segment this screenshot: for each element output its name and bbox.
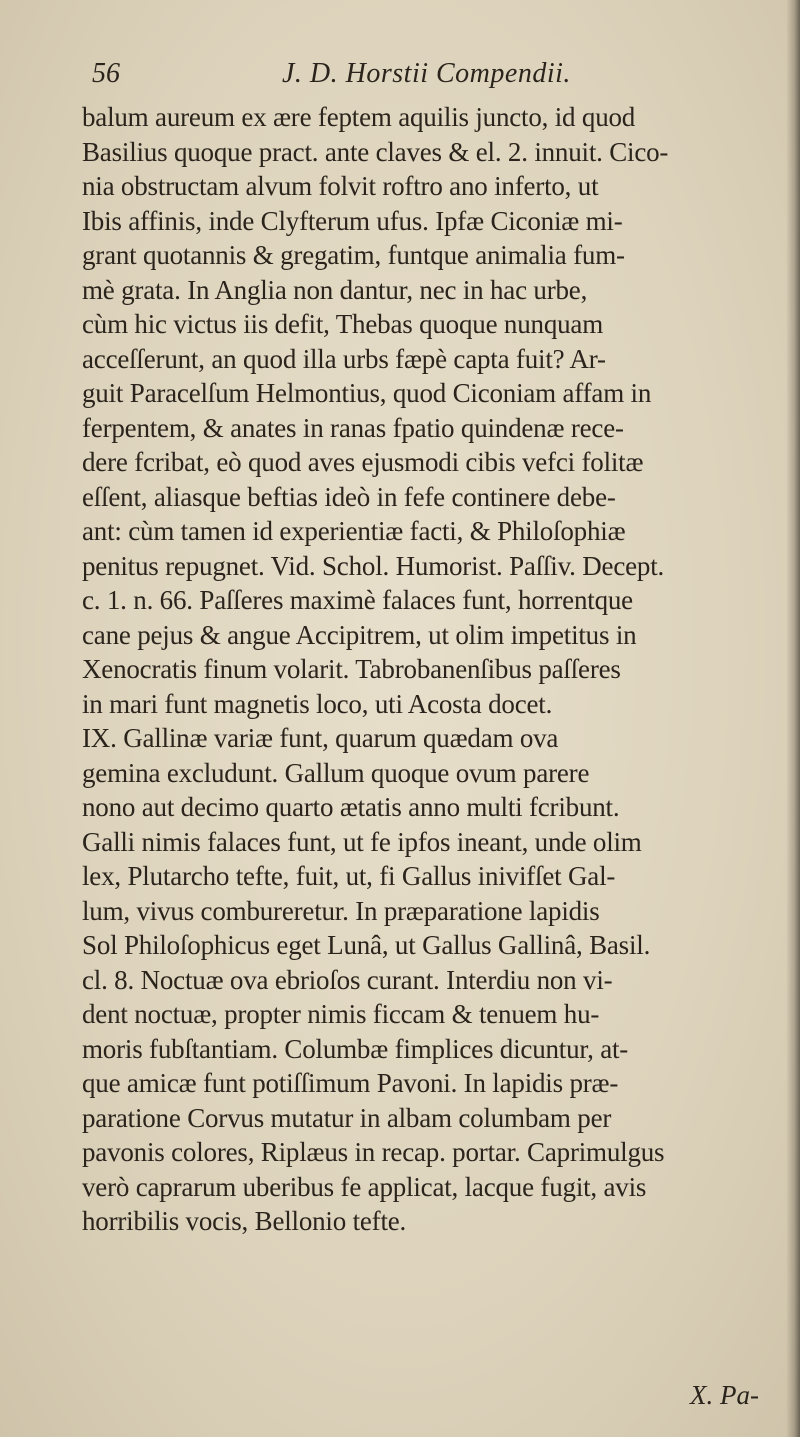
text-line: moris fubſtantiam. Columbæ fimplices dicuntur, at- (82, 1033, 629, 1064)
text-line: dent noctuæ, propter nimis ficcam & tenuem hu- (82, 999, 600, 1029)
text-line: lum, vivus combureretur. In præparatione lapidis (82, 895, 600, 926)
text-line: Xenocratis finum volarit. Tabrobanenſibus paſſeres (82, 654, 621, 684)
page-header (92, 58, 772, 98)
text-line: horribilis vocis, Bellonio tefte. (82, 1206, 407, 1236)
text-line: Basilius quoque pract. ante claves & el. 2. innuit. Cico- (82, 136, 669, 167)
page-gutter-shadow (786, 0, 800, 1437)
text-line: gemina excludunt. Gallum quoque ovum parere (82, 757, 590, 788)
text-line: dere fcribat, eò quod aves ejusmodi cibis vefci folitæ (82, 447, 644, 477)
text-line: ferpentem, & anates in ranas fpatio quindenæ rece- (82, 412, 624, 443)
text-line: lex, Plutarcho tefte, fuit, ut, fi Gallus inivifſet Gal- (82, 861, 616, 891)
text-line: nono aut decimo quarto ætatis anno multi fcribunt. (82, 792, 620, 822)
text-line: balum aureum ex ære feptem aquilis juncto, id quod (82, 102, 636, 132)
text-line: mè grata. In Anglia non dantur, nec in hac urbe, (82, 274, 588, 305)
text-line: in mari funt magnetis loco, uti Acosta docet. (82, 688, 553, 719)
text-line: Ibis affinis, inde Clyfterum ufus. Ipfæ Ciconiæ mi- (82, 205, 623, 236)
text-line: eſſent, aliasque beftias ideò in fefe continere debe- (82, 481, 616, 512)
text-line: que amicæ funt potiſſimum Pavoni. In lapidis præ- (82, 1068, 619, 1098)
text-line: c. 1. n. 66. Paſſeres maximè falaces funt, horrentque (82, 585, 633, 615)
text-line: verò caprarum uberibus fe applicat, lacque fugit, avis (82, 1171, 647, 1202)
text-line: cl. 8. Noctuæ ova ebrioſos curant. Interdiu non vi- (82, 964, 613, 995)
text-line: acceſſerunt, an quod illa urbs fæpè capta fuit? Ar- (82, 343, 606, 374)
text-line: penitus repugnet. Vid. Schol. Humorist. Paſſiv. Decept. (82, 550, 665, 581)
text-line: nia obstructam alvum folvit roftro ano inferto, ut (82, 171, 599, 201)
text-line: Sol Philoſophicus eget Lunâ, ut Gallus Gallinâ, Basil. (82, 930, 651, 960)
text-line: paratione Corvus mutatur in albam columbam per (82, 1102, 612, 1133)
text-line: cane pejus & angue Accipitrem, ut olim impetitus in (82, 619, 637, 650)
text-line: pavonis colores, Riplæus in recap. portar. Caprimulgus (82, 1137, 665, 1167)
catchword: X. Pa- (690, 1380, 759, 1410)
text-line: IX. Gallinæ variæ funt, quarum quædam ova (82, 723, 559, 753)
text-line: cùm hic victus iis defit, Thebas quoque nunquam (82, 309, 604, 339)
body-text (82, 100, 782, 1239)
text-line: ant: cùm tamen id experientiæ facti, & Philoſophiæ (82, 516, 626, 546)
text-line: grant quotannis & gregatim, funtque animalia fum- (82, 240, 625, 270)
text-line: Galli nimis falaces funt, ut fe ipfos ineant, unde olim (82, 826, 642, 857)
running-head: J. D. Horstii Compendii. (282, 58, 571, 89)
text-line: guit Paracelſum Helmontius, quod Ciconiam affam in (82, 378, 652, 408)
page-number: 56 (92, 58, 120, 89)
